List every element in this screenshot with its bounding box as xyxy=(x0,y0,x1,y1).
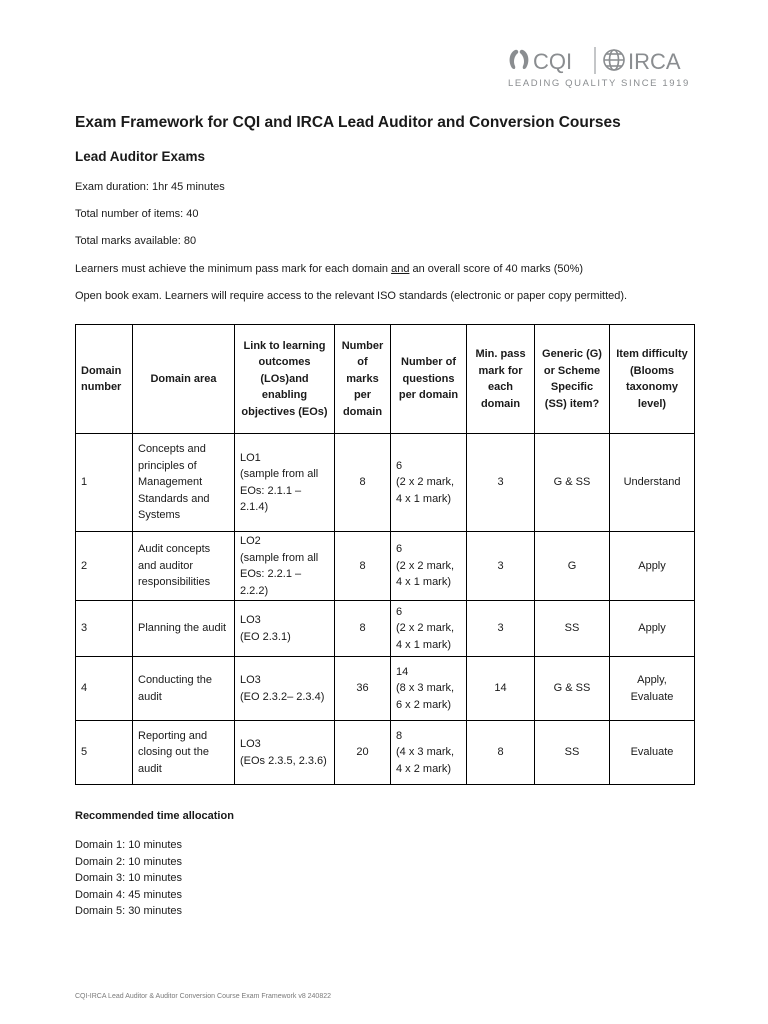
cell-item-type: G & SS xyxy=(535,434,610,532)
list-item: Domain 1: 10 minutes xyxy=(75,839,182,851)
section-title: Lead Auditor Exams xyxy=(75,149,206,164)
table-row xyxy=(76,721,695,785)
col-header-learning-outcomes: Link to learning outcomes (LOs)and enabling objectives (EOs) xyxy=(235,325,335,434)
lo-code: LO3 xyxy=(240,674,261,686)
cell-domain-number: 3 xyxy=(76,601,133,657)
cell-questions xyxy=(391,657,467,721)
cell-domain-area: Audit concepts and auditor responsibilities xyxy=(133,532,235,601)
list-item: Domain 2: 10 minutes xyxy=(75,855,182,868)
cell-difficulty: Understand xyxy=(610,434,695,532)
cell-questions xyxy=(391,721,467,785)
table-row xyxy=(76,657,695,721)
page-footer: CQI-IRCA Lead Auditor & Auditor Conversion Course Exam Framework v8 240822 xyxy=(75,993,332,1000)
cell-marks: 8 xyxy=(335,601,391,657)
cell-domain-area: Planning the audit xyxy=(133,601,235,657)
logo-mark xyxy=(506,44,690,76)
lo-code: LO3 xyxy=(240,614,261,626)
open-book-note: Open book exam. Learners will require access to the relevant ISO standards (electronic or paper copy permitted). xyxy=(75,290,628,302)
cell-domain-number: 2 xyxy=(76,532,133,601)
cell-pass-mark: 14 xyxy=(467,657,535,721)
cell-pass-mark: 8 xyxy=(467,721,535,785)
cell-pass-mark: 3 xyxy=(467,434,535,532)
question-detail: (8 x 3 mark, 6 x 2 mark) xyxy=(396,682,455,711)
list-item: Domain 4: 45 minutes xyxy=(75,888,182,901)
col-header-domain-area: Domain area xyxy=(133,325,235,434)
cell-difficulty: Apply xyxy=(610,601,695,657)
col-header-difficulty: Item difficulty (Blooms taxonomy level) xyxy=(610,325,695,434)
cell-questions xyxy=(391,601,467,657)
col-header-domain-number: Domain number xyxy=(76,325,133,434)
cell-learning-outcome xyxy=(235,657,335,721)
table-row xyxy=(76,601,695,657)
cqi-emblem-icon xyxy=(510,50,529,69)
pass-text-post: an overall score of 40 marks (50%) xyxy=(409,263,584,275)
cell-difficulty: Apply xyxy=(610,532,695,601)
question-total: 6 xyxy=(396,605,403,618)
pass-requirement xyxy=(75,263,583,275)
lo-code: LO3 xyxy=(240,738,261,750)
time-allocation-heading: Recommended time allocation xyxy=(75,810,234,822)
question-detail: (4 x 3 mark, 4 x 2 mark) xyxy=(396,746,455,775)
time-allocation-list xyxy=(75,837,182,920)
cell-learning-outcome xyxy=(235,721,335,785)
cell-marks: 20 xyxy=(335,721,391,785)
cell-learning-outcome xyxy=(235,434,335,532)
list-item: Domain 3: 10 minutes xyxy=(75,872,182,885)
total-marks: Total marks available: 80 xyxy=(75,235,197,247)
total-items: Total number of items: 40 xyxy=(75,208,199,220)
question-detail: (2 x 2 mark, 4 x 1 mark) xyxy=(396,622,455,651)
exam-duration: Exam duration: 1hr 45 minutes xyxy=(75,181,225,193)
question-total: 8 xyxy=(396,729,403,742)
cqi-text: CQI xyxy=(533,49,573,74)
pass-text-and: and xyxy=(391,263,410,275)
cell-domain-number: 5 xyxy=(76,721,133,785)
cell-domain-area: Conducting the audit xyxy=(133,657,235,721)
cell-marks: 8 xyxy=(335,434,391,532)
col-header-marks: Number of marks per domain xyxy=(335,325,391,434)
cell-difficulty: Evaluate xyxy=(610,721,695,785)
pass-text-pre: Learners must achieve the minimum pass mark for each domain xyxy=(75,263,392,275)
col-header-item-type: Generic (G) or Scheme Specific (SS) item? xyxy=(535,325,610,434)
col-header-questions: Number of questions per domain xyxy=(391,325,467,434)
lo-code: LO1 xyxy=(240,451,261,464)
globe-icon xyxy=(604,50,624,70)
cell-marks: 8 xyxy=(335,532,391,601)
cell-difficulty: Apply, Evaluate xyxy=(610,657,695,721)
cell-marks: 36 xyxy=(335,657,391,721)
cell-learning-outcome xyxy=(235,532,335,601)
irca-text: IRCA xyxy=(628,49,681,74)
cell-domain-area: Reporting and closing out the audit xyxy=(133,721,235,785)
table-row xyxy=(76,532,695,601)
question-detail: (2 x 2 mark, 4 x 1 mark) xyxy=(396,476,455,505)
cell-item-type: SS xyxy=(535,601,610,657)
cell-questions xyxy=(391,532,467,601)
cell-domain-number: 1 xyxy=(76,434,133,532)
cell-item-type: SS xyxy=(535,721,610,785)
cqi-irca-logo xyxy=(506,44,690,92)
question-total: 6 xyxy=(396,459,403,472)
question-detail: (2 x 2 mark, 4 x 1 mark) xyxy=(396,559,455,589)
cell-pass-mark: 3 xyxy=(467,601,535,657)
lo-code: LO2 xyxy=(240,535,261,547)
table-header-row xyxy=(76,325,695,434)
col-header-pass-mark: Min. pass mark for each domain xyxy=(467,325,535,434)
cell-domain-area: Concepts and principles of Management Standards and Systems xyxy=(133,434,235,532)
cell-learning-outcome xyxy=(235,601,335,657)
cell-questions xyxy=(391,434,467,532)
cell-item-type: G & SS xyxy=(535,657,610,721)
logo-tagline: LEADING QUALITY SINCE 1919 xyxy=(508,78,690,89)
question-total: 6 xyxy=(396,543,403,556)
eo-detail: (EO 2.3.1) xyxy=(240,630,291,643)
cell-domain-number: 4 xyxy=(76,657,133,721)
table-row xyxy=(76,434,695,532)
cell-pass-mark: 3 xyxy=(467,532,535,601)
eo-detail: (sample from all EOs: 2.2.1 – 2.2.2) xyxy=(240,551,319,597)
eo-detail: (EOs 2.3.5, 2.3.6) xyxy=(240,754,327,767)
question-total: 14 xyxy=(396,665,409,678)
eo-detail: (EO 2.3.2– 2.3.4) xyxy=(240,690,325,703)
list-item: Domain 5: 30 minutes xyxy=(75,905,182,918)
page-title: Exam Framework for CQI and IRCA Lead Auditor and Conversion Courses xyxy=(75,114,621,131)
exam-framework-table xyxy=(75,324,695,785)
cell-item-type: G xyxy=(535,532,610,601)
eo-detail: (sample from all EOs: 2.1.1 – 2.1.4) xyxy=(240,468,319,513)
